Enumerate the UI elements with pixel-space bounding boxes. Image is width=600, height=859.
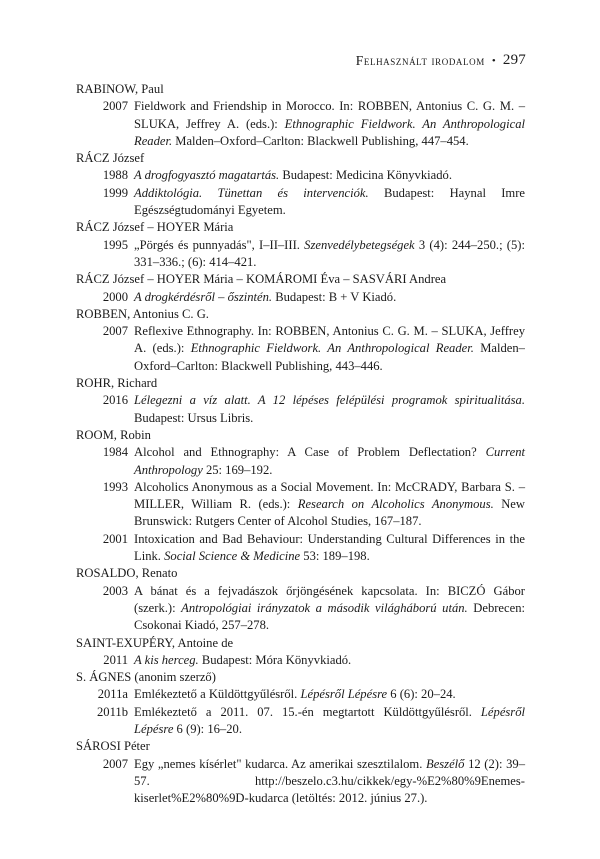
- bibliography-author: ROOM, Robin: [76, 427, 151, 442]
- entry-reference: [134, 531, 525, 566]
- reference-title: Lélegezni a víz alatt. A 12 lépéses felépülési programok spiritualitása.: [134, 393, 525, 408]
- entry-reference: [134, 237, 525, 272]
- entry-year: 2001: [102, 531, 128, 546]
- bibliography-author: SÁROSI Péter: [76, 739, 150, 754]
- reference-text: Debrecen: Csokonai Kiadó, 257–278.: [134, 600, 525, 633]
- reference-title: Lépésről Lépésre: [300, 687, 388, 702]
- bibliography-entry: [76, 237, 525, 272]
- reference-title: Lépésről Lépésre: [134, 704, 525, 736]
- reference-text: A bánat és a fejvadászok őrjöngésének kapcsolata. In: BICZÓ Gábor (szerk.):: [134, 583, 525, 615]
- entry-year: 2007: [102, 99, 128, 114]
- reference-text: 12 (2): 39–57. http://beszelo.c3.hu/cikkek/egy-%E2%80%9Enemes-kiserlet%E2%80%9D-kudarca (letöltés: 2012. június 27.).: [134, 756, 525, 806]
- bibliography-author: S. ÁGNES (anonim szerző): [76, 670, 216, 685]
- running-header: [356, 52, 526, 69]
- bibliography-entry: [76, 167, 525, 184]
- bibliography-entry: [76, 98, 525, 150]
- entry-year: 2007: [102, 756, 128, 771]
- entry-reference: [134, 704, 525, 739]
- reference-title: Addiktológia. Tünettan és intervenciók.: [134, 185, 369, 200]
- reference-title: Beszélő: [426, 756, 465, 771]
- entry-reference: [134, 652, 525, 669]
- entry-reference: [134, 583, 525, 635]
- reference-text: 53: 189–198.: [300, 549, 370, 564]
- entry-year: 1993: [102, 479, 128, 494]
- entry-year: 2011a: [97, 687, 128, 702]
- entry-reference: [134, 686, 525, 703]
- entry-reference: [134, 185, 525, 220]
- bibliography-entry: [76, 444, 525, 479]
- bibliography-entry: [76, 289, 525, 306]
- bibliography-author: RÁCZ József: [76, 151, 145, 166]
- reference-text: Budapest: Ursus Libris.: [134, 410, 254, 425]
- entry-year: 1999: [102, 185, 128, 200]
- bibliography-entry: [76, 479, 525, 531]
- bibliography-entry: [76, 756, 525, 808]
- bibliography-list: [76, 81, 525, 807]
- bibliography-entry: [76, 531, 525, 566]
- entry-year: 2000: [102, 289, 128, 304]
- entry-reference: [134, 392, 525, 427]
- entry-reference: [134, 167, 525, 184]
- bibliography-author: ROBBEN, Antonius C. G.: [76, 306, 209, 321]
- reference-text: Emlékeztető a Küldöttgyűlésről.: [134, 687, 301, 702]
- entry-reference: [134, 444, 525, 479]
- reference-title: Ethnographic Fieldwork. An Anthropological Reader.: [190, 341, 474, 356]
- reference-title: A drogkérdésről – őszintén.: [134, 289, 273, 304]
- bibliography-entry: [76, 323, 525, 375]
- reference-title: A kis herceg.: [134, 652, 199, 667]
- bibliography-entry: [76, 583, 525, 635]
- entry-year: 2011: [103, 652, 128, 667]
- reference-text: Fieldwork and Friendship in Morocco. In: ROBBEN, Antonius C. G. M. – SLUKA, Jeffrey A. (eds.):: [134, 99, 525, 131]
- entry-year: 2007: [102, 324, 128, 339]
- bibliography-entry: [76, 686, 525, 703]
- bibliography-entry: [76, 392, 525, 427]
- running-header-title: Felhasznált irodalom: [355, 52, 485, 68]
- reference-text: Budapest: B + V Kiadó.: [272, 289, 397, 304]
- bibliography-author: ROHR, Richard: [76, 376, 158, 391]
- reference-text: Emlékeztető a 2011. 07. 15.-én megtartott Küldöttgyűlésről.: [134, 704, 481, 719]
- reference-text: 25: 169–192.: [202, 462, 273, 477]
- bibliography-entry: [76, 652, 525, 669]
- reference-text: Alcohol and Ethnography: A Case of Problem Deflectation?: [134, 445, 486, 460]
- reference-text: 3 (4): 244–250.; (5): 331–336.; (6): 414–421.: [134, 237, 525, 269]
- entry-year: 1995: [102, 237, 128, 252]
- reference-text: Budapest: Haynal Imre Egészségtudományi Egyetem.: [134, 185, 525, 218]
- reference-title: Social Science & Medicine: [164, 549, 301, 564]
- reference-text: Budapest: Medicina Könyvkiadó.: [279, 168, 452, 183]
- reference-title: A drogfogyasztó magatartás.: [134, 168, 280, 183]
- entry-reference: [134, 756, 525, 808]
- entry-reference: [134, 289, 525, 306]
- reference-text: 6 (9): 16–20.: [173, 721, 242, 736]
- reference-title: Current Anthropology: [134, 445, 525, 477]
- bibliography-author: RÁCZ József – HOYER Mária: [76, 220, 234, 235]
- entry-year: 2011b: [96, 704, 128, 719]
- reference-text: 6 (6): 20–24.: [387, 687, 456, 702]
- reference-title: Ethnographic Fieldwork. An Anthropological Reader.: [134, 116, 525, 148]
- bibliography-author: SAINT-EXUPÉRY, Antoine de: [76, 635, 234, 650]
- bibliography-author: ROSALDO, Renato: [76, 566, 178, 581]
- entry-year: 2016: [102, 393, 128, 408]
- reference-text: Reflexive Ethnography. In: ROBBEN, Antonius C. G. M. – SLUKA, Jeffrey A. (eds.):: [134, 324, 525, 356]
- entry-reference: [134, 323, 525, 375]
- header-bullet: •: [491, 54, 496, 67]
- reference-text: New Brunswick: Rutgers Center of Alcohol Studies, 167–187.: [134, 497, 525, 529]
- bibliography-entry: [76, 185, 525, 220]
- reference-text: Intoxication and Bad Behaviour: Understanding Cultural Differences in the Link.: [134, 531, 525, 564]
- entry-year: 2003: [102, 583, 128, 598]
- bibliography-entry: [76, 704, 525, 739]
- entry-reference: [134, 479, 525, 531]
- entry-year: 1984: [102, 445, 128, 460]
- reference-title: Szenvedélybetegségek: [304, 237, 415, 252]
- reference-title: Research on Alcoholics Anonymous.: [297, 497, 494, 512]
- entry-year: 1988: [102, 168, 128, 183]
- reference-text: „Pörgés és punnyadás", I–II–III.: [134, 237, 305, 252]
- page-number: 297: [502, 52, 526, 68]
- reference-title: Antropológiai irányzatok a második világháború után.: [181, 600, 468, 615]
- entry-reference: [134, 98, 525, 150]
- reference-text: Alcoholics Anonymous as a Social Movement. In: McCRADY, Barbara S. – MILLER, William R. (eds.):: [134, 479, 525, 512]
- reference-text: Budapest: Móra Könyvkiadó.: [198, 652, 352, 667]
- reference-text: Egy „nemes kísérlet" kudarca. Az amerikai szesztilalom.: [134, 756, 426, 771]
- reference-text: Malden–Oxford–Carlton: Blackwell Publishing, 443–446.: [134, 341, 525, 373]
- bibliography-author: RABINOW, Paul: [76, 82, 164, 96]
- reference-text: Malden–Oxford–Carlton: Blackwell Publishing, 447–454.: [172, 133, 469, 148]
- bibliography-author: RÁCZ József – HOYER Mária – KOMÁROMI Éva – SASVÁRI Andrea: [76, 272, 447, 287]
